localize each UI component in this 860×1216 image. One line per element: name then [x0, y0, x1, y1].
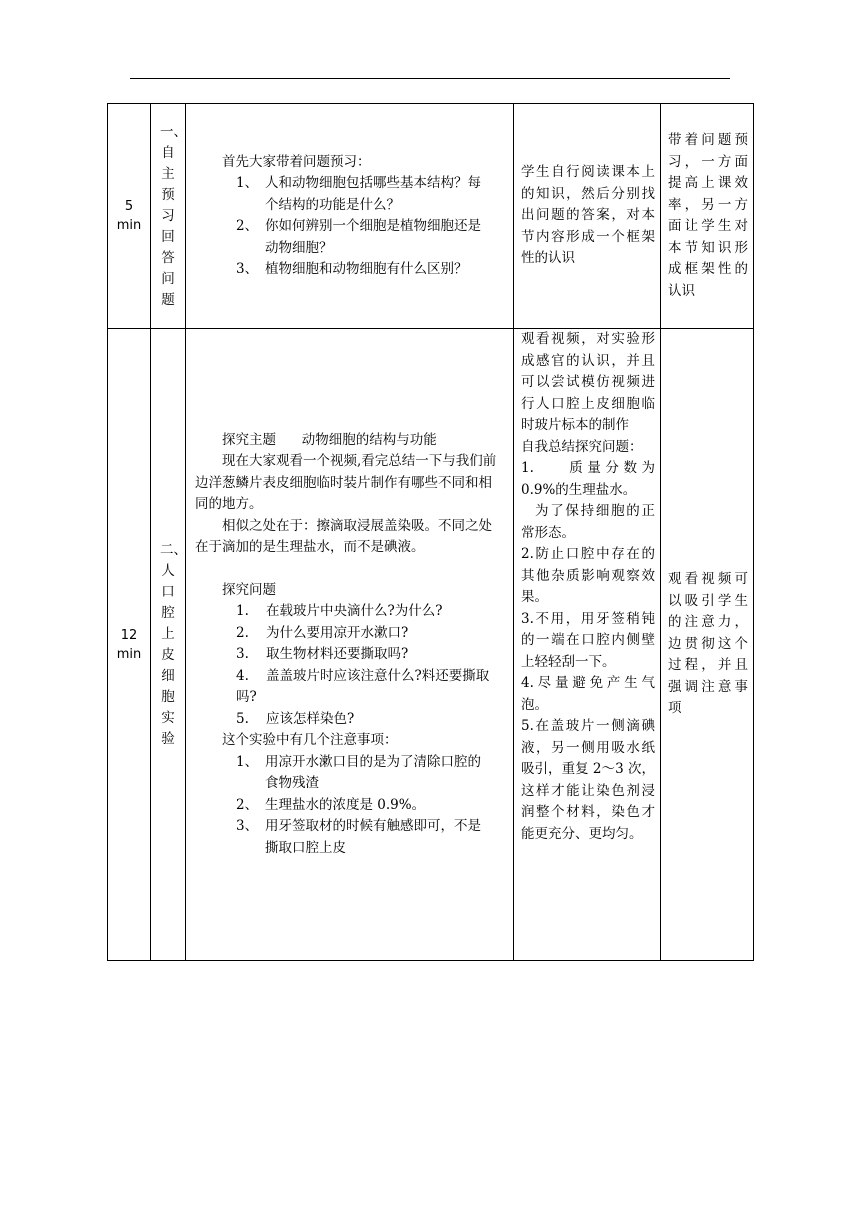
- notes-title: 这个实验中有几个注意事项：: [222, 732, 398, 749]
- table-row: [108, 104, 754, 329]
- list-item: [195, 709, 503, 731]
- stage-title: 一、自主预习回答问题: [160, 123, 187, 308]
- list-number: 1、: [236, 175, 259, 191]
- list-text: 为什么要用凉开水漱口?: [266, 624, 409, 641]
- list-text: 盖盖玻片时应该注意什么?料还要撕取吗?: [236, 667, 490, 706]
- stage-cell: [151, 104, 186, 329]
- list-number: 2、: [236, 218, 259, 234]
- time-cell: [108, 104, 151, 329]
- student-activity-text: 学生自行阅读课本上的知识，然后分别找出问题的答案，对本节内容形成一个框架性的认识: [521, 164, 655, 267]
- teacher-activity-cell: [186, 104, 514, 329]
- student-activity-cell: [514, 329, 661, 961]
- list-number: 1、: [236, 753, 259, 770]
- stage-cell: [151, 329, 186, 961]
- video-intro: 现在大家观看一个视频,看完总结一下与我们前边洋葱鳞片表皮细胞临时装片制作有哪些不同和相同的地方。: [195, 453, 497, 513]
- time-cell: [108, 329, 151, 961]
- answer-item: 1. 质量分数为 0.9%的生理盐水。: [521, 460, 660, 498]
- answer-item: 5.在盖玻片一侧滴碘液，另一侧用吸水纸吸引，重复 2～3 次，这样才能让染色剂浸润整个材料，染色才能更充分、更均匀。: [521, 718, 655, 842]
- list-text: 植物细胞和动物细胞有什么区别？: [265, 261, 468, 277]
- list-text: 生理盐水的浓度是 0.9%。: [265, 796, 426, 813]
- list-number: 3、: [236, 818, 259, 835]
- inquiry-theme: 探究主题 动物细胞的结构与功能: [222, 431, 437, 448]
- list-number: 2.: [236, 624, 249, 641]
- similarity-text: 相似之处在于：擦滴取浸展盖染吸。不同之处在于滴加的是生理盐水，而不是碘液。: [195, 517, 492, 556]
- header-rule: [130, 78, 730, 79]
- list-number: 3.: [236, 646, 249, 663]
- summary-title: 自我总结探究问题：: [521, 438, 643, 455]
- list-text: 用牙签取材的时候有触感即可，不是撕取口腔上皮: [265, 818, 481, 856]
- list-item: [195, 601, 503, 623]
- answer-item: 3.不用，用牙签稍钝的一端在口腔内侧壁上轻轻刮一下。: [521, 610, 655, 670]
- design-purpose-cell: [661, 104, 754, 329]
- list-item: [195, 795, 503, 817]
- answer-item: 4.尽量避免产生气泡。: [521, 675, 655, 713]
- table-row: [108, 329, 754, 961]
- list-text: 人和动物细胞包括哪些基本结构？每个结构的功能是什么？: [265, 175, 481, 213]
- list-number: 5.: [236, 710, 249, 727]
- student-activity-cell: [514, 104, 661, 329]
- list-item: [195, 666, 503, 709]
- answer-item: 2.防止口腔中存在的其他杂质影响观察效果。: [521, 546, 655, 605]
- list-item: [195, 216, 503, 259]
- list-text: 用凉开水漱口目的是为了清除口腔的食物残渣: [265, 753, 481, 792]
- list-item: [195, 644, 503, 666]
- list-item: [195, 259, 503, 281]
- preview-intro: 首先大家带着问题预习：: [222, 153, 371, 170]
- list-number: 3、: [236, 261, 259, 277]
- list-text: 取生物材料还要撕取吗?: [266, 646, 409, 663]
- list-text: 在载玻片中央滴什么?为什么?: [266, 603, 443, 620]
- list-text: 你如何辨别一个细胞是植物细胞还是动物细胞？: [265, 218, 481, 256]
- list-number: 4.: [236, 667, 249, 684]
- list-item: [195, 752, 503, 795]
- design-purpose-text: 观看视频可以吸引学生的注意力，边贯彻这个过程，并且强调注意事项: [668, 571, 748, 717]
- list-number: 1.: [236, 603, 249, 620]
- answer-item: 为了保持细胞的正常形态。: [521, 503, 655, 541]
- list-text: 应该怎样染色?: [266, 710, 355, 727]
- list-item: [195, 816, 503, 859]
- design-purpose-text: 带着问题预习，一方面提高上课效率，另一方面让学生对本节知识形成框架性的认识: [668, 132, 748, 299]
- teacher-activity-cell: [186, 329, 514, 961]
- time-label: 5 min: [116, 199, 142, 233]
- stage-title: 二、人口腔上皮细胞实验: [160, 541, 187, 747]
- problem-title: 探究问题: [222, 581, 276, 598]
- list-item: [195, 623, 503, 645]
- time-label: 12 min: [116, 627, 142, 662]
- list-item: [195, 173, 503, 216]
- watch-video-text: 观看视频，对实验形成感官的认识，并且可以尝试模仿视频进行人口腔上皮细胞临时玻片标本的制作: [521, 331, 655, 433]
- list-number: 2、: [236, 796, 259, 813]
- lesson-plan-table: [107, 103, 754, 961]
- design-purpose-cell: [661, 329, 754, 961]
